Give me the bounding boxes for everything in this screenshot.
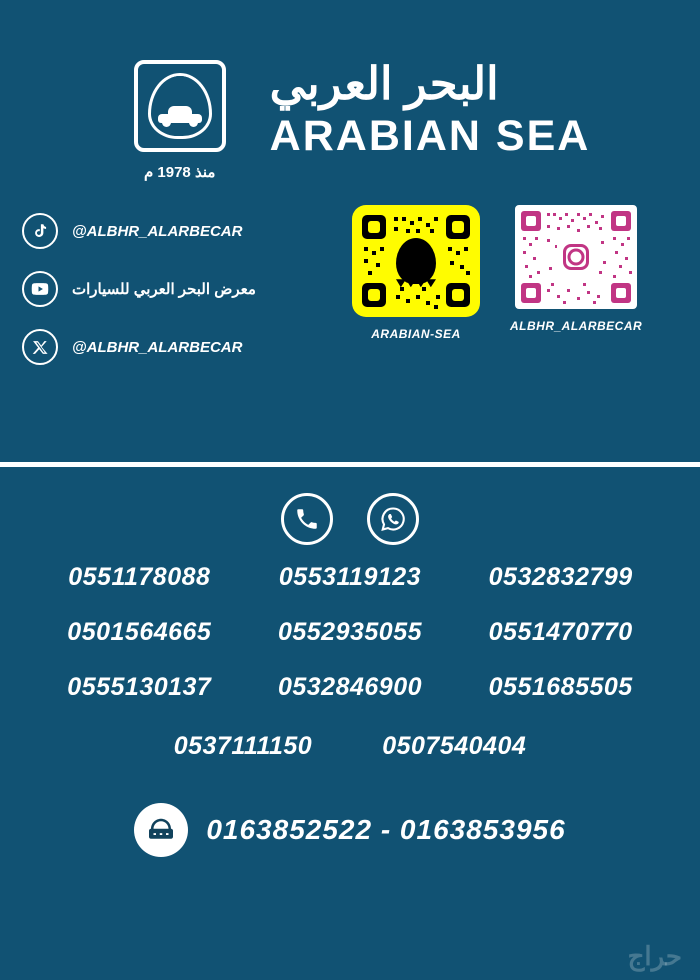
phone-number[interactable]: 0507540404 [382, 732, 527, 760]
qr-col-instagram[interactable] [510, 205, 642, 341]
car-icon [158, 107, 202, 127]
snapchat-qr-icon[interactable] [352, 205, 480, 317]
whatsapp-icon[interactable] [367, 493, 419, 545]
telephone-icon [134, 803, 188, 857]
instagram-glyph-wrap [557, 238, 595, 276]
car-wheel-right [189, 118, 198, 127]
car-in-droplet-logo-icon [134, 60, 226, 152]
phone-number[interactable]: 0532832799 [488, 563, 633, 591]
phone-number[interactable]: 0551470770 [488, 618, 633, 646]
car-wheel-left [162, 118, 171, 127]
social-area [0, 183, 700, 365]
social-label-x-twitter: @ALBHR_ALARBECAR [72, 338, 243, 356]
social-label-youtube: معرض البحر العربي للسيارات [72, 281, 256, 299]
contact-icons [0, 493, 700, 545]
droplet-tip [168, 73, 192, 82]
landline-number[interactable]: 0163852522 - 0163853956 [206, 814, 566, 845]
phone-call-icon[interactable] [281, 493, 333, 545]
phone-number[interactable]: 0532846900 [277, 673, 423, 701]
qr-caption-instagram: ALBHR_ALARBECAR [510, 319, 643, 334]
header-section [0, 0, 700, 462]
landline-block[interactable] [0, 803, 700, 857]
x-twitter-icon [22, 329, 58, 365]
instagram-icon [563, 244, 589, 270]
contact-section [0, 467, 700, 980]
phone-number[interactable]: 0501564665 [67, 618, 212, 646]
phone-number[interactable]: 0551685505 [488, 673, 633, 701]
since-label: منذ 1978 م [143, 164, 216, 182]
tiktok-icon [22, 213, 58, 249]
watermark: حراج [627, 941, 682, 971]
phone-number[interactable]: 0552935055 [277, 618, 423, 646]
qr-col-snapchat[interactable] [352, 205, 480, 341]
youtube-icon [22, 271, 58, 307]
instagram-qr-icon[interactable] [515, 205, 637, 309]
qr-group [352, 201, 642, 341]
social-label-tiktok: @ALBHR_ALARBECAR [72, 222, 243, 240]
phone-number-pair [0, 732, 700, 761]
social-list [22, 201, 342, 365]
droplet-shape [148, 73, 212, 139]
phone-number[interactable]: 0551178088 [68, 563, 211, 591]
social-item-youtube[interactable] [22, 271, 342, 307]
brand-name-arabic: البحر العربي [269, 58, 499, 109]
phone-number[interactable]: 0553119123 [278, 563, 422, 591]
social-item-tiktok[interactable] [22, 213, 342, 249]
phone-number-grid [0, 563, 700, 702]
brand-names [270, 58, 591, 183]
qr-caption-snapchat: ARABIAN-SEA [371, 327, 461, 342]
logo-wrap [110, 60, 250, 181]
snapchat-ghost-icon [396, 238, 436, 284]
phone-number[interactable]: 0555130137 [67, 673, 212, 701]
brand-name-english: ARABIAN SEA [269, 111, 591, 160]
phone-number[interactable]: 0537111150 [173, 732, 313, 760]
social-item-x-twitter[interactable] [22, 329, 342, 365]
brand-block [0, 0, 700, 183]
